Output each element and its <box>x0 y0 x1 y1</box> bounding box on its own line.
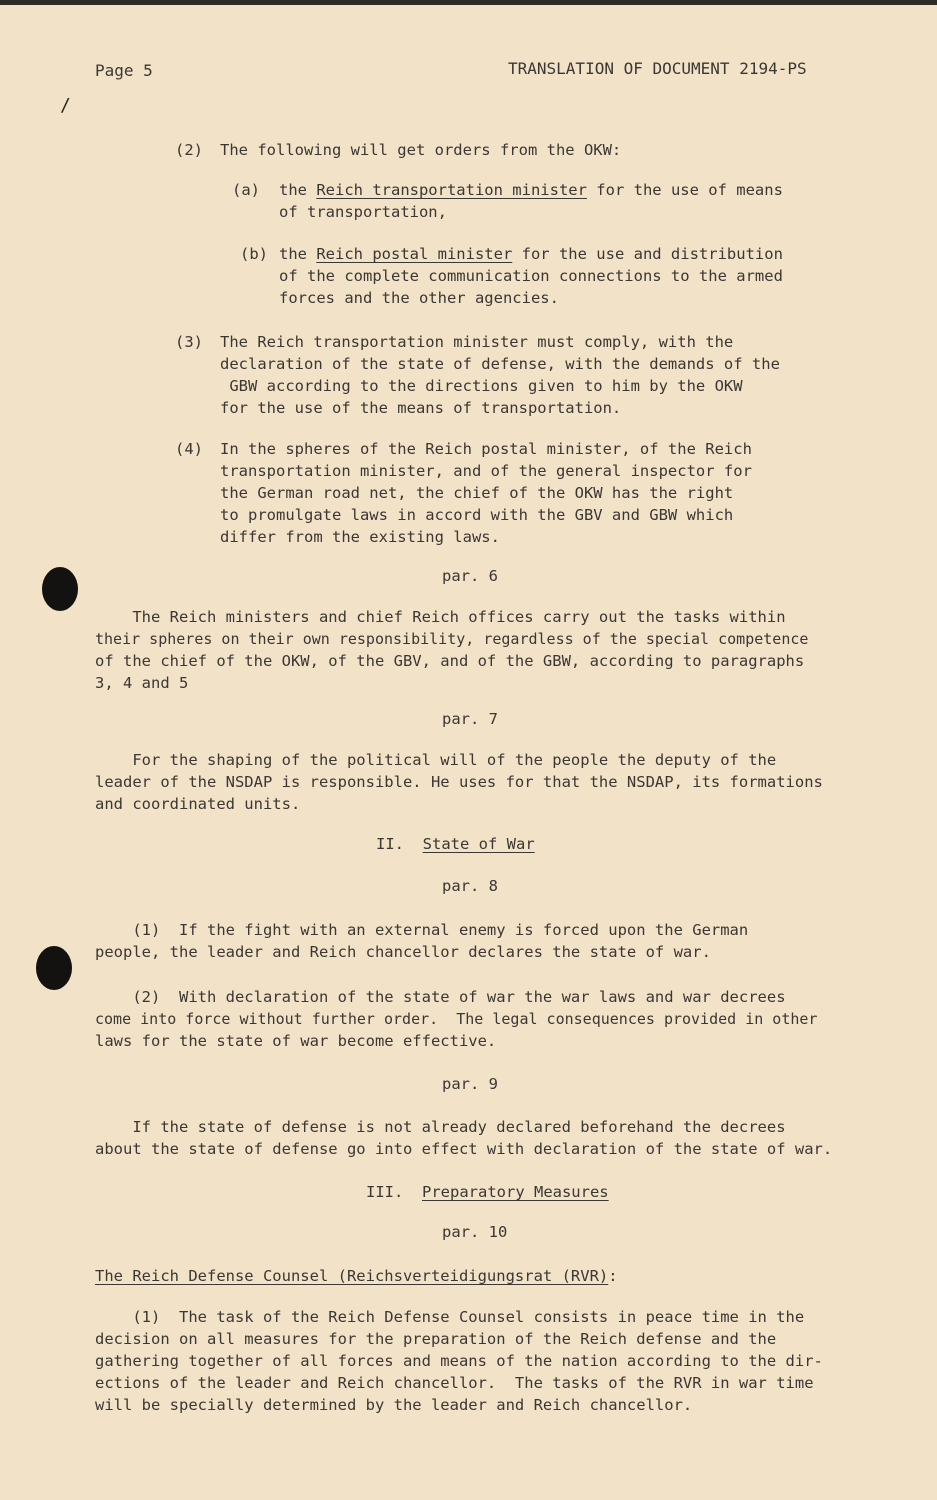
par9-line: about the state of defense go into effect with declaration of the state of war. <box>95 1140 833 1158</box>
p2a-line2: of transportation, <box>279 203 447 221</box>
p2b-label: (b) <box>240 245 268 263</box>
margin-tick-mark: / <box>60 95 71 116</box>
par8-p2-line: come into force without further order. The legal consequences provided in other <box>95 1010 818 1028</box>
p2-number: (2) <box>175 141 203 159</box>
punch-hole-lower <box>36 946 72 990</box>
par6-line: their spheres on their own responsibility, regardless of the special competence <box>95 630 809 648</box>
p2b-line1 <box>279 243 783 265</box>
par10-subheading-text: The Reich Defense Counsel (Reichsverteidigungsrat (RVR) <box>95 1267 609 1285</box>
p2b-underlined: Reich postal minister <box>316 245 513 263</box>
p2a-underlined: Reich transportation minister <box>316 181 587 199</box>
p2b-prefix: the <box>279 245 317 263</box>
p4-line: transportation minister, and of the general inspector for <box>220 462 752 480</box>
par10-line: will be specially determined by the leader and Reich chancellor. <box>95 1396 693 1414</box>
par10-line: gathering together of all forces and means of the nation according to the dir- <box>95 1352 823 1370</box>
par8-p2-line: (2) With declaration of the state of war the war laws and war decrees <box>95 988 786 1006</box>
p3-number: (3) <box>175 333 203 351</box>
p3-line: GBW according to the directions given to him by the OKW <box>220 377 743 395</box>
p3-line: declaration of the state of defense, with the demands of the <box>220 355 780 373</box>
par7-line: For the shaping of the political will of the people the deputy of the <box>95 751 777 769</box>
p2a-label: (a) <box>232 181 260 199</box>
section-ii-number: II. <box>376 835 404 853</box>
section-iii-number: III. <box>366 1183 404 1201</box>
par6-line: 3, 4 and 5 <box>95 674 189 692</box>
par10-line: (1) The task of the Reich Defense Counsel consists in peace time in the <box>95 1308 805 1326</box>
section-ii-heading <box>376 833 535 855</box>
section-ii-title: State of War <box>422 835 535 853</box>
p2b-line3: forces and the other agencies. <box>279 289 559 307</box>
par10-line: ections of the leader and Reich chancellor. The tasks of the RVR in war time <box>95 1374 814 1392</box>
scan-top-edge <box>0 0 937 5</box>
p3-line: The Reich transportation minister must comply, with the <box>220 333 734 351</box>
par8-p2-line: laws for the state of war become effective. <box>95 1032 497 1050</box>
p4-line: to promulgate laws in accord with the GBV and GBW which <box>220 506 734 524</box>
section-iii-heading <box>366 1181 609 1203</box>
p2a-line1 <box>279 179 783 201</box>
p2b-suffix: for the use and distribution <box>512 245 783 263</box>
par10-heading: par. 10 <box>442 1223 508 1241</box>
p2b-line2: of the complete communication connections to the armed <box>279 267 783 285</box>
par6-line: of the chief of the OKW, of the GBV, and of the GBW, according to paragraphs <box>95 652 805 670</box>
par8-heading: par. 8 <box>442 877 498 895</box>
par7-line: and coordinated units. <box>95 795 301 813</box>
p4-line: differ from the existing laws. <box>220 528 500 546</box>
p3-line: for the use of the means of transportation. <box>220 399 622 417</box>
par8-p1-line: people, the leader and Reich chancellor declares the state of war. <box>95 943 711 961</box>
p2a-suffix: for the use of means <box>586 181 783 199</box>
par10-subheading-colon: : <box>608 1267 618 1285</box>
par10-subheading <box>95 1265 618 1287</box>
p4-number: (4) <box>175 440 203 458</box>
section-iii-title: Preparatory Measures <box>422 1183 609 1201</box>
par7-line: leader of the NSDAP is responsible. He uses for that the NSDAP, its formations <box>95 773 823 791</box>
par8-p1-line: (1) If the fight with an external enemy is forced upon the German <box>95 921 749 939</box>
document-title: TRANSLATION OF DOCUMENT 2194-PS <box>508 59 807 78</box>
p4-line: the German road net, the chief of the OKW has the right <box>220 484 734 502</box>
page-number: Page 5 <box>95 61 153 80</box>
par6-line: The Reich ministers and chief Reich offices carry out the tasks within <box>95 608 786 626</box>
p4-line: In the spheres of the Reich postal minister, of the Reich <box>220 440 752 458</box>
par10-line: decision on all measures for the preparation of the Reich defense and the <box>95 1330 777 1348</box>
par9-line: If the state of defense is not already declared beforehand the decrees <box>95 1118 786 1136</box>
p2a-prefix: the <box>279 181 317 199</box>
par9-heading: par. 9 <box>442 1075 498 1093</box>
par7-heading: par. 7 <box>442 710 498 728</box>
p2-text: The following will get orders from the OKW: <box>220 141 622 159</box>
punch-hole-upper <box>42 567 78 611</box>
par6-heading: par. 6 <box>442 567 498 585</box>
